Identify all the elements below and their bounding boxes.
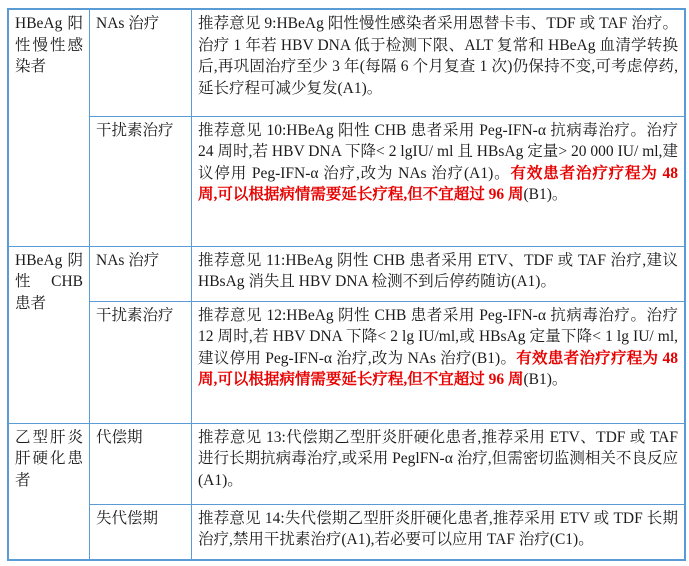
recommendation-cell [192, 9, 686, 116]
recommendation-text: 推荐意见 9:HBeAg 阳性慢性感染者采用恩替卡韦、TDF 或 TAF 治疗。治疗 1 年若 HBV DNA 低于检测下限、ALT 复常和 HBeAg 血清学转换后,再巩固治疗至少 3 年(每隔 6 个月复查 1 次)仍保持不变,可考虑停药,延长疗程可减少复发(A1)。 [198, 15, 678, 97]
table-row [8, 504, 685, 560]
treatment-type-cell: 干扰素治疗 [90, 116, 192, 246]
recommendation-text: 推荐意见 11:HBeAg 阴性 CHB 患者采用 ETV、TDF 或 TAF 治疗,建议 HBsAg 消失且 HBV DNA 检测不到后停药随访(A1)。 [198, 251, 678, 290]
recommendation-cell [192, 504, 686, 560]
patient-category-cell: 乙型肝炎肝硬化患者 [8, 423, 90, 560]
recommendation-text: 推荐意见 14:失代偿期乙型肝炎肝硬化患者,推荐采用 ETV 或 TDF 长期治疗,禁用干扰素治疗(A1),若必要可以应用 TAF 治疗(C1)。 [198, 509, 678, 548]
table-row [8, 301, 685, 423]
recommendation-text: 推荐意见 13:代偿期乙型肝炎肝硬化患者,推荐采用 ETV、TDF 或 TAF 进行长期抗病毒治疗,或采用 PeglFN-α 治疗,但需密切监测相关不良反应(A1)。 [198, 428, 678, 489]
treatment-recommendations-table [7, 8, 686, 561]
recommendation-text: 推荐意见 10:HBeAg 阳性 CHB 患者采用 Peg-IFN-α 抗病毒治疗。治疗 24 周时,若 HBV DNA 下降< 2 lgIU/ ml 且 HBsAg 定量> 20 000 IU/ ml,建议停用 Peg-IFN-α 治疗,改为 NAs 治疗(A1)。 [198, 121, 678, 182]
patient-category-cell: HBeAg 阴性 CHB 患者 [8, 246, 90, 423]
recommendation-highlight: 有效患者治疗疗程为 48 周,可以根据病情需要延长疗程,但不宜超过 96 周 [198, 349, 678, 388]
patient-category-cell: HBeAg 阳性慢性感染者 [8, 9, 90, 246]
recommendation-text: 推荐意见 12:HBeAg 阴性 CHB 患者采用 Peg-IFN-α 抗病毒治疗。治疗 12 周时,若 HBV DNA 下降< 2 lg IU/ml,或 HBsAg 定量下降< 1 lg IU/ ml,建议停用 Peg-IFN-α 治疗,改为 NAs 治疗(B1)。 [198, 306, 678, 367]
treatment-type-cell: NAs 治疗 [90, 9, 192, 116]
recommendation-cell [192, 301, 686, 423]
table-row [8, 423, 685, 504]
recommendation-text-post: (B1)。 [523, 186, 568, 203]
recommendation-text-post: (B1)。 [523, 371, 568, 388]
recommendation-cell [192, 246, 686, 301]
recommendation-cell [192, 116, 686, 246]
table-row [8, 246, 685, 301]
recommendation-cell [192, 423, 686, 504]
treatment-type-cell: 失代偿期 [90, 504, 192, 560]
treatment-type-cell: 代偿期 [90, 423, 192, 504]
table-row [8, 9, 685, 116]
treatment-type-cell: NAs 治疗 [90, 246, 192, 301]
table-row [8, 116, 685, 246]
treatment-type-cell: 干扰素治疗 [90, 301, 192, 423]
recommendation-highlight: 有效患者治疗疗程为 48 周,可以根据病情需要延长疗程,但不宜超过 96 周 [198, 164, 678, 203]
